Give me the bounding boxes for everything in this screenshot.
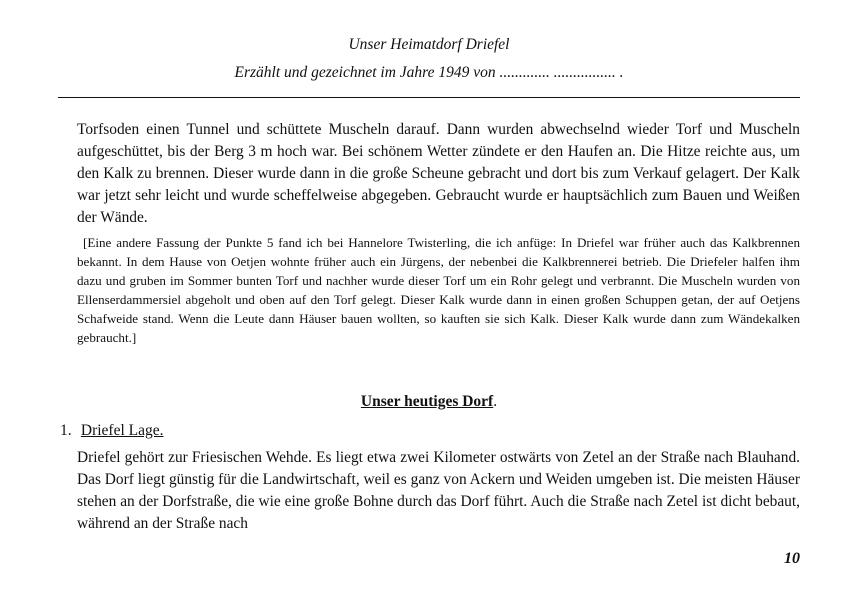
list-item-label: Driefel Lage. [80, 422, 164, 439]
document-subtitle: Erzählt und gezeichnet im Jahre 1949 von ............. ................ . [234, 64, 624, 81]
section-heading-period: . [493, 393, 498, 410]
page-number: 10 [784, 550, 800, 567]
list-item-driefel-lage [60, 420, 164, 442]
document-title: Unser Heimatdorf Driefel [348, 36, 510, 53]
body-paragraph-lage: Driefel gehört zur Friesischen Wehde. Es liegt etwa zwei Kilometer ostwärts von Zetel an der Straße nach Blauhand. Das Dorf liegt günstig für die Landwirtschaft, weil es ganz von Ackern und Weiden umgeben ist. Die meisten Häuser stehen an der Dorfstraße, die wie eine große Bohne durch das Dorf führt. Auch die Straße nach Zetel ist dicht bebaut, während an der Straße nach [77, 449, 800, 532]
bracketed-note: [Eine andere Fassung der Punkte 5 fand ich bei Hannelore Twisterling, die ich anfüge: In Driefel war früher auch das Kalkbrennen bekannt. In dem Hause von Oetjen wohnte früher auch ein Jürgens, der nebenbei die Kalkbrennerei betrieb. Die Driefeler halfen ihm dazu und gruben im Sommer bunten Torf und nachher wurde dieser Torf um ein Rohr gelegt und verbrannt. Die Muscheln wurden von Ellenserdammersiel abgeholt und oben auf den Torf gelegt. Dieser Kalk wurde dann in einen großen Schuppen getan, der auf Oetjens Schafweide stand. Wenn die Leute dann Häuser bauen wollten, so kauften sie sich Kalk. Dieser Kalk wurde dann zum Wändekalken gebraucht.] [77, 235, 800, 345]
body-paragraph-kalk: Torfsoden einen Tunnel und schüttete Muscheln darauf. Dann wurden abwechselnd wieder Torf und Muscheln aufgeschüttet, bis der Berg 3 m hoch war. Bei schönem Wetter zündete er den Haufen an. Die Hitze reichte aus, um den Kalk zu brennen. Dieser wurde dann in die große Scheune gebracht und dort bis zum Verkauf gelagert. Der Kalk war jetzt sehr leicht und wurde scheffelweise abgegeben. Gebraucht wurde er hauptsächlich zum Bauen und Weißen der Wände. [77, 121, 800, 226]
section-heading [58, 391, 800, 413]
list-item-number: 1. [60, 422, 72, 439]
header-divider [58, 97, 800, 98]
section-heading-text: Unser heutiges Dorf [360, 393, 494, 410]
